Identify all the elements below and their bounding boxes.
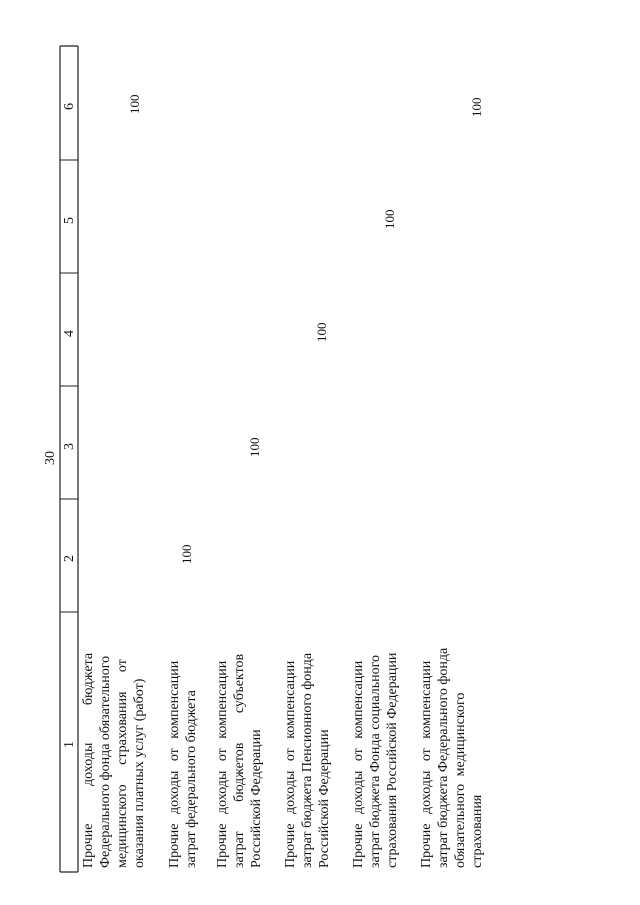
column-number-4: 4	[62, 330, 77, 337]
row-4-value: 100	[314, 322, 329, 342]
row-label-line: Прочие доходы от компенсации	[215, 660, 230, 868]
row-label-line: страхования Российской Федерации	[385, 652, 400, 868]
row-label-line: оказания платных услуг (работ)	[132, 678, 147, 868]
row-label-4	[282, 616, 333, 868]
row-label-line: Федерального фонда обязательного	[98, 655, 113, 868]
row-label-line: Прочие доходы от компенсации	[167, 660, 182, 868]
row-label-line: Прочие доходы от компенсации	[351, 660, 366, 868]
row-label-line: медицинского страхования от	[115, 659, 130, 868]
row-label-line: затрат федерального бюджета	[184, 690, 199, 868]
row-label-5	[350, 616, 401, 868]
row-5-value: 100	[382, 209, 397, 229]
row-1-value: 100	[127, 94, 142, 114]
row-3-value: 100	[247, 437, 262, 457]
row-label-1	[80, 616, 148, 868]
row-label-line: Прочие доходы от компенсации	[283, 660, 298, 868]
row-label-line: Прочие доходы от компенсации	[419, 660, 434, 868]
row-label-line: затрат бюджета Фонда социального	[368, 654, 383, 868]
row-6-value: 100	[469, 97, 484, 117]
row-label-line: страхования	[470, 794, 485, 868]
column-number-2: 2	[62, 555, 77, 562]
row-label-line: Российской Федерации	[317, 729, 332, 868]
column-number-1: 1	[62, 741, 77, 748]
page-number: 30	[43, 451, 58, 465]
row-label-6	[418, 616, 486, 868]
row-label-line: затрат бюджета Пенсионного фонда	[300, 652, 315, 868]
row-label-2	[166, 616, 200, 868]
row-label-line: затрат бюджетов субъектов	[232, 653, 247, 868]
row-label-line: затрат бюджета Федерального фонда	[436, 647, 451, 868]
row-label-line: обязательного медицинского	[453, 692, 468, 868]
column-number-5: 5	[62, 217, 77, 224]
row-label-line: Прочие доходы бюджета	[81, 652, 96, 868]
row-label-3	[214, 616, 265, 868]
row-label-line: Российской Федерации	[249, 729, 264, 868]
row-2-value: 100	[179, 544, 194, 564]
column-number-3: 3	[62, 443, 77, 450]
column-number-6: 6	[62, 103, 77, 110]
